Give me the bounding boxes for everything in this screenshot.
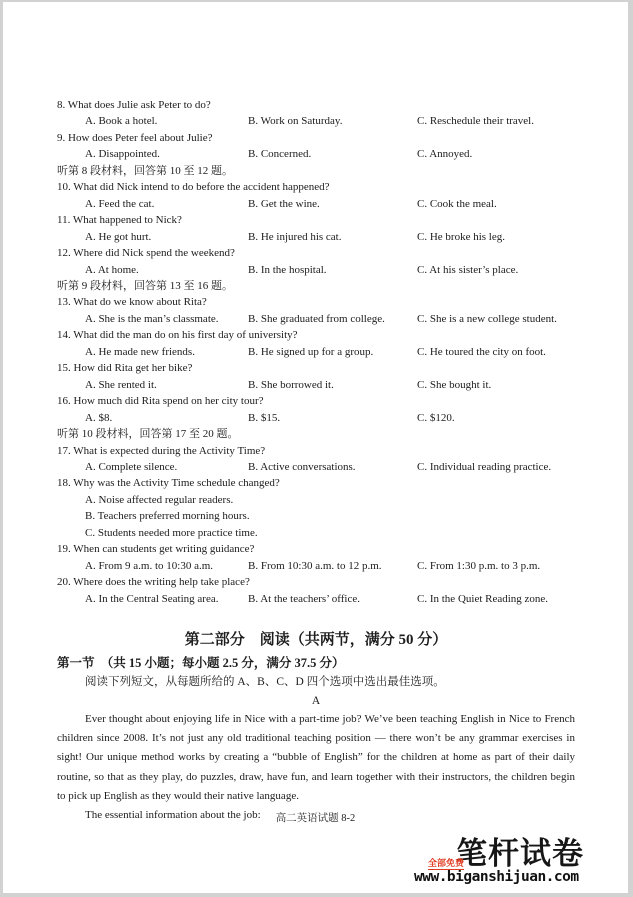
- passage-closing-line: The essential information about the job:: [85, 809, 261, 822]
- passage-paragraph: Ever thought about enjoying life in Nice with a part-time job? We’ve been teaching English in Nice to French children since 2008. It’s not just any old traditional teaching position — there won’t be any grammar exercises in sight! Our unique method works by creating a “bubble of English” for the children at home as part of their daily routine, so that as they play, do puzzles, draw, have fun, and learn together with their instructors, the children begin to pick up English as they would their native language.: [57, 713, 575, 802]
- question-text: 20. Where does the writing help take place?: [57, 576, 250, 589]
- question-option: C. Reschedule their travel.: [417, 115, 534, 128]
- part-two-header: 第二部分 阅读（共两节，满分 50 分）: [184, 632, 448, 649]
- question-options: [57, 344, 575, 360]
- question-options: [57, 196, 575, 212]
- question-block: [57, 294, 575, 327]
- question-option: A. Disappointed.: [85, 148, 160, 161]
- passage-label: A: [311, 695, 321, 708]
- question-text: 14. What did the man do on his first day of university?: [57, 329, 298, 342]
- question-options: [57, 492, 575, 541]
- question-option: C. Cook the meal.: [417, 197, 497, 210]
- question-option: C. She bought it.: [417, 378, 492, 391]
- watermark-url: www.biganshijuan.com: [414, 869, 579, 885]
- question-option: A. She rented it.: [85, 378, 157, 391]
- question-text: 13. What do we know about Rita?: [57, 296, 207, 309]
- question-block: [57, 541, 575, 574]
- question-block: [57, 475, 575, 541]
- question-text: 18. Why was the Activity Time schedule changed?: [57, 477, 280, 490]
- question-text: 16. How much did Rita spend on her city tour?: [57, 395, 264, 408]
- section-one-header: 第一节 （共 15 小题；每小题 2.5 分，满分 37.5 分）: [57, 656, 345, 671]
- question-block: [57, 327, 575, 360]
- question-option: B. Active conversations.: [248, 460, 356, 473]
- question-option: C. Students needed more practice time.: [85, 526, 258, 539]
- question-option: C. From 1:30 p.m. to 3 p.m.: [417, 559, 541, 572]
- question-option: A. Book a hotel.: [85, 115, 158, 128]
- watermark-free-label: 全部免费: [428, 858, 465, 868]
- question-block: [57, 97, 575, 130]
- listening-note: 听第 8 段材料，回答第 10 至 12 题。: [57, 164, 233, 177]
- question-option: C. At his sister’s place.: [417, 263, 519, 276]
- watermark: [414, 837, 584, 885]
- question-option: B. Concerned.: [248, 148, 312, 161]
- question-text: 15. How did Rita get her bike?: [57, 362, 193, 375]
- question-text: 19. When can students get writing guidance?: [57, 543, 255, 556]
- question-option: B. $15.: [248, 411, 281, 424]
- question-option: B. Work on Saturday.: [248, 115, 343, 128]
- question-block: [57, 212, 575, 245]
- question-text: 8. What does Julie ask Peter to do?: [57, 99, 211, 111]
- exam-page: [3, 2, 628, 893]
- question-option: B. He injured his cat.: [248, 230, 342, 243]
- question-text: 11. What happened to Nick?: [57, 214, 182, 227]
- question-option: B. At the teachers’ office.: [248, 592, 360, 605]
- question-options: [57, 591, 575, 607]
- question-block: [57, 574, 575, 607]
- watermark-brand: 笔杆试卷: [456, 836, 584, 871]
- listening-note: 听第 9 段材料，回答第 13 至 16 题。: [57, 279, 233, 292]
- question-option: B. She graduated from college.: [248, 312, 385, 325]
- question-option: B. Teachers preferred morning hours.: [85, 510, 250, 523]
- question-option: A. Complete silence.: [85, 460, 178, 473]
- question-option: C. He toured the city on foot.: [417, 345, 546, 358]
- question-text: 9. How does Peter feel about Julie?: [57, 131, 213, 144]
- question-options: [57, 146, 575, 162]
- question-options: [57, 311, 575, 327]
- question-option: C. $120.: [417, 411, 455, 424]
- question-option: A. He got hurt.: [85, 230, 152, 243]
- question-block: [57, 130, 575, 163]
- reading-section: [57, 630, 575, 825]
- question-option: B. Get the wine.: [248, 197, 320, 210]
- question-options: [57, 377, 575, 393]
- listening-section: [57, 97, 575, 607]
- question-option: A. He made new friends.: [85, 345, 195, 358]
- question-options: [57, 459, 575, 475]
- listening-note: 听第 10 段材料，回答第 17 至 20 题。: [57, 428, 239, 441]
- question-block: [57, 360, 575, 393]
- question-option: C. He broke his leg.: [417, 230, 505, 243]
- question-text: 17. What is expected during the Activity Time?: [57, 444, 266, 457]
- question-option: A. $8.: [85, 411, 113, 424]
- question-options: [57, 113, 575, 129]
- question-option: A. At home.: [85, 263, 139, 276]
- question-option: A. Feed the cat.: [85, 197, 155, 210]
- question-text: 12. Where did Nick spend the weekend?: [57, 247, 235, 260]
- question-option: A. In the Central Seating area.: [85, 592, 219, 605]
- page-number-label: 高二英语试题 8-2: [275, 813, 356, 824]
- question-option: B. In the hospital.: [248, 263, 327, 276]
- reading-instruction: 阅读下列短文，从每题所给的 A、B、C、D 四个选项中选出最佳选项。: [85, 676, 445, 689]
- question-options: [57, 410, 575, 426]
- question-block: [57, 393, 575, 426]
- question-options: [57, 558, 575, 574]
- question-option: C. Individual reading practice.: [417, 460, 552, 473]
- question-block: [57, 443, 575, 476]
- question-block: [57, 245, 575, 278]
- question-text: 10. What did Nick intend to do before the accident happened?: [57, 181, 330, 194]
- question-option: B. He signed up for a group.: [248, 345, 374, 358]
- question-option: B. She borrowed it.: [248, 378, 334, 391]
- question-option: C. Annoyed.: [417, 148, 473, 161]
- question-option: C. She is a new college student.: [417, 312, 557, 325]
- question-option: A. She is the man’s classmate.: [85, 312, 219, 325]
- question-option: B. From 10:30 a.m. to 12 p.m.: [248, 559, 382, 572]
- question-option: A. From 9 a.m. to 10:30 a.m.: [85, 559, 214, 572]
- question-options: [57, 262, 575, 278]
- question-option: A. Noise affected regular readers.: [85, 493, 234, 506]
- question-option: C. In the Quiet Reading zone.: [417, 592, 549, 605]
- question-options: [57, 229, 575, 245]
- question-block: [57, 179, 575, 212]
- page-content: [57, 97, 575, 825]
